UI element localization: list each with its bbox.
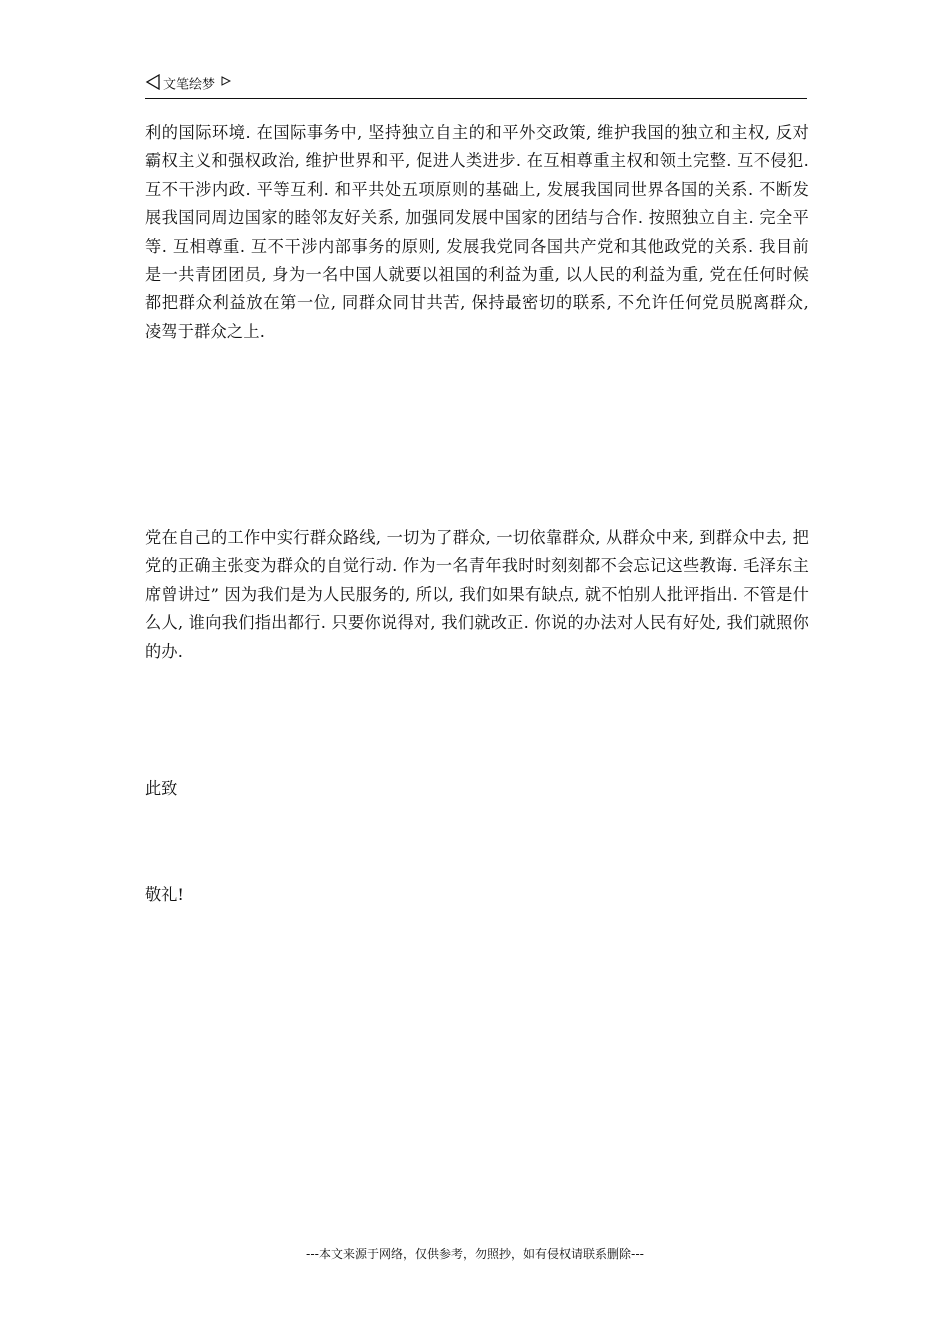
closing-salutation: 此致 — [145, 779, 178, 798]
page-footer: ---本文来源于网络，仅供参考，勿照抄，如有侵权请联系删除--- — [306, 1247, 644, 1261]
paragraph-1: 利的国际环境. 在国际事务中, 坚持独立自主的和平外交政策, 维护我国的独立和主权, 反对霸权主义和强权政治, 维护世界和平, 促进人类进步. 在互相尊重主权和领土完整. 互不侵犯. 互不干涉内政. 平等互利. 和平共处五项原则的基础上, 发展我国同世界各国的关系. 不断发展我国同周边国家的睦邻友好关系, 加强同发展中国家的团结与合作. 按照独立自主. 完全平等. 互相尊重. 互不干涉内部事务的原则, 发展我党同各国共产党和其他政党的关系. 我目前是一共青团团员, 身为一名中国人就要以祖国的利益为重, 以人民的利益为重, 党在任何时候都把群众利益放在第一位, 同群众同甘共苦, 保持最密切的联系, 不允许任何党员脱离群众, 凌驾于群众之上. — [145, 123, 809, 341]
triangle-right-icon — [221, 73, 231, 93]
paragraph-2: 党在自己的工作中实行群众路线, 一切为了群众, 一切依靠群众, 从群众中来, 到群众中去, 把党的正确主张变为群众的自觉行动. 作为一名青年我时时刻刻都不会忘记这些教诲. 毛泽东主席曾讲过” 因为我们是为人民服务的, 所以, 我们如果有缺点, 就不怕别人批评指出. 不管是什么人, 谁向我们指出都行. 只要你说得对, 我们就改正. 你说的办法对人民有好处, 我们就照你的办. — [145, 528, 809, 661]
header-brand: 文笔绘梦 — [163, 77, 216, 93]
closing-regards: 敬礼! — [145, 885, 184, 904]
page-header — [145, 74, 807, 99]
triangle-left-icon — [145, 74, 161, 97]
